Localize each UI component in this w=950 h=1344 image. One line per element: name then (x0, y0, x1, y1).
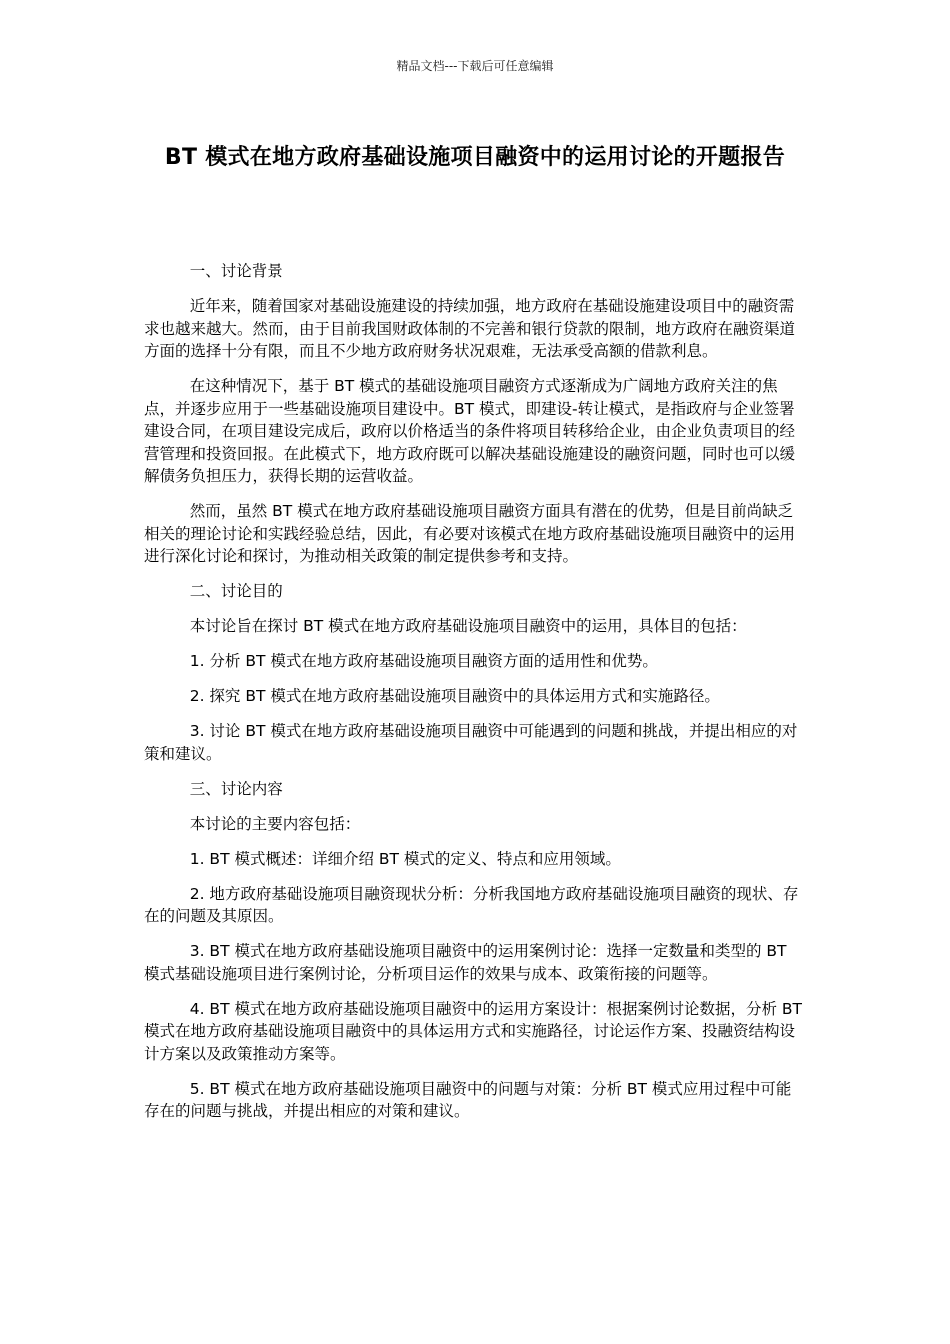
list-item: 5. BT 模式在地方政府基础设施项目融资中的问题与对策：分析 BT 模式应用过程中可能存在的问题与挑战，并提出相应的对策和建议。 (144, 1079, 792, 1120)
list-item: 4. BT 模式在地方政府基础设施项目融资中的运用方案设计：根据案例讨论数据，分析 BT 模式在地方政府基础设施项目融资中的具体运用方式和实施路径，讨论运作方案、投融资结构设计方案以及政策推动方案等。 (144, 999, 802, 1063)
section-heading-content: 三、讨论内容 (189, 779, 283, 798)
document-title: BT 模式在地方政府基础设施项目融资中的运用讨论的开题报告 (164, 145, 786, 170)
list-item: 1. BT 模式概述：详细介绍 BT 模式的定义、特点和应用领域。 (189, 849, 621, 868)
list-item: 2. 探究 BT 模式在地方政府基础设施项目融资中的具体运用方式和实施路径。 (189, 687, 720, 705)
list-item: 3. 讨论 BT 模式在地方政府基础设施项目融资中可能遇到的问题和挑战，并提出相应的对策和建议。 (144, 722, 798, 763)
paragraph: 本讨论旨在探讨 BT 模式在地方政府基础设施项目融资中的运用，具体目的包括： (189, 617, 747, 635)
list-item: 2. 地方政府基础设施项目融资现状分析：分析我国地方政府基础设施项目融资的现状、存在的问题及其原因。 (144, 884, 799, 925)
list-item: 3. BT 模式在地方政府基础设施项目融资中的运用案例讨论：选择一定数量和类型的 BT 模式基础设施项目进行案例讨论，分析项目运作的效果与成本、政策衔接的问题等。 (144, 942, 787, 983)
page-header-note: 精品文档---下载后可任意编辑 (396, 59, 554, 73)
section-heading-purpose: 二、讨论目的 (189, 582, 283, 600)
document-body (144, 260, 806, 1135)
paragraph: 近年来，随着国家对基础设施建设的持续加强，地方政府在基础设施建设项目中的融资需求也越来越大。然而，由于目前我国财政体制的不完善和银行贷款的限制，地方政府在融资渠道方面的选择十分有限，而且不少地方政府财务状况艰难，无法承受高额的借款利息。 (144, 297, 796, 360)
paragraph: 在这种情况下，基于 BT 模式的基础设施项目融资方式逐渐成为广阔地方政府关注的焦点，并逐步应用于一些基础设施项目建设中。BT 模式，即建设-转让模式，是指政府与企业签署建设合同，在项目建设完成后，政府以价格适当的条件将项目转移给企业，由企业负责项目的经营管理和投资回报。在此模式下，地方政府既可以解决基础设施建设的融资问题，同时也可以缓解债务负担压力，获得长期的运营收益。 (144, 377, 796, 485)
section-heading-background: 一、讨论背景 (189, 262, 283, 280)
paragraph: 然而，虽然 BT 模式在地方政府基础设施项目融资方面具有潜在的优势，但是目前尚缺乏相关的理论讨论和实践经验总结，因此，有必要对该模式在地方政府基础设施项目融资中的运用进行深化讨论和探讨，为推动相关政策的制定提供参考和支持。 (144, 502, 796, 565)
paragraph: 本讨论的主要内容包括： (189, 814, 361, 833)
list-item: 1. 分析 BT 模式在地方政府基础设施项目融资方面的适用性和优势。 (189, 652, 658, 670)
